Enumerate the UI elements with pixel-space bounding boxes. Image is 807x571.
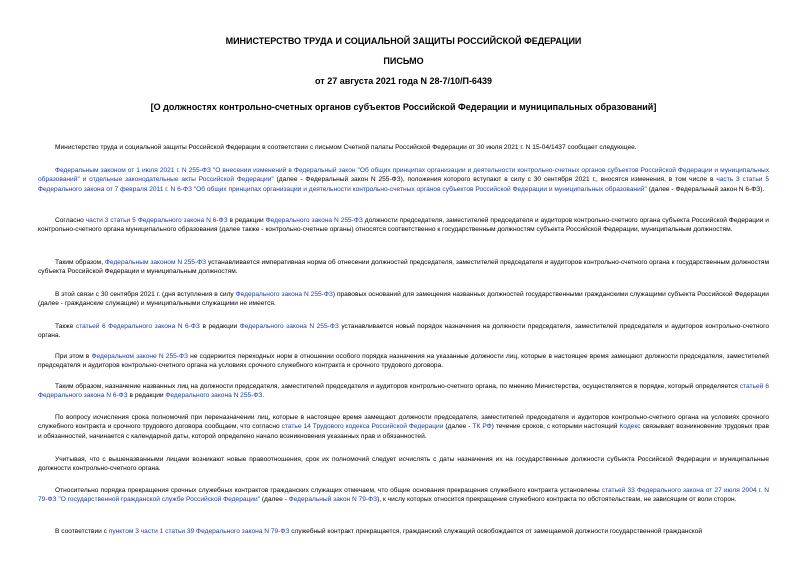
document-link[interactable]: статье 14 Трудового кодекса Российской Федерации xyxy=(281,423,444,431)
document-link[interactable]: часть 3 статьи 5 Федерального закона от 7 февраля 2011 г. N 6-ФЗ "Об общих принципах организации и деятельности контрольно-счетных органов субъектов Российской Федерации и муниципальных образований" xyxy=(38,176,769,193)
paragraph-text: В соответствии с xyxy=(55,528,109,535)
paragraph-text: служебный контракт прекращается, гражданский служащий освобождается от замещаемой должности государственной гражданской xyxy=(289,528,703,535)
paragraph-text: При этом в xyxy=(55,353,92,360)
paragraph xyxy=(38,486,769,505)
paragraph-text: По вопросу исчисления срока полномочий при переназначении лиц, которые в настоящее время замещают должности председателя, заместителей председателя и аудиторов контрольно-счетного органа на условиях срочного служебного контракта и срочного трудового договора сообщаем, что согласно xyxy=(38,414,769,431)
document-link[interactable]: Федерального закона N 255-ФЗ xyxy=(165,392,263,400)
document-link[interactable]: статьей 33 Федерального закона от 27 июля 2004 г. N 79-ФЗ "О государственной гражданской службе Российской Федерации" xyxy=(38,487,769,504)
paragraph xyxy=(38,382,769,401)
paragraph-text: в редакции xyxy=(199,323,240,330)
paragraph xyxy=(38,527,769,536)
paragraph xyxy=(38,413,769,441)
paragraph-text: ) течение сроков, с которыми настоящий xyxy=(491,423,620,431)
paragraph-text: Министерство труда и социальной защиты Российской Федерации в соответствии с письмом Счетной палаты Российской Федерации от 30 июля 2021 г. N 15-04/1437 сообщает следующее. xyxy=(55,144,637,151)
paragraph-text: в редакции xyxy=(127,392,166,400)
document-link[interactable]: Федеральный закон N 79-ФЗ xyxy=(288,496,378,504)
paragraph-text: устанавливается новый порядок назначения на должности председателя, заместителей председателя и аудиторов контрольно-счетного органа. xyxy=(38,323,769,340)
paragraph-text: ) правовых оснований для замещения названных должностей государственными гражданскими служащими субъекта Российской Федерации (далее - гражданские служащие) и муниципальными служащими не имеется. xyxy=(38,291,769,308)
paragraph-text: В этой связи с 30 сентября 2021 г. (дня вступления в силу xyxy=(55,291,236,298)
document-date-number: от 27 августа 2021 года N 28-7/10/П-6439 xyxy=(315,76,492,86)
document-link[interactable]: статьей 6 Федерального закона N 6-ФЗ xyxy=(38,383,769,400)
paragraph-text: Относительно порядка прекращения срочных служебных контрактов гражданских служащих отмечаем, что общие основания прекращения служебного контракта установлены xyxy=(55,487,602,494)
paragraph-text: Учитывая, что с вышеназванными лицами возникают новые правоотношения, срок их полномочий следует исчислять с даты назначения их на государственные должности субъекта Российской Федерации и муниципальные должности контрольно-счетного органа. xyxy=(38,456,769,473)
document-link[interactable]: Федерального закона N 255-ФЗ xyxy=(239,323,339,330)
document-link[interactable]: Федеральным законом от 1 июля 2021 г. N 255-ФЗ "О внесении изменений в Федеральный закон "Об общих принципах организации и деятельности контрольно-счетных органов субъектов Российской Федерации и муниципальных образований" и отдельные законодательные акты Российской Федерации" xyxy=(38,167,769,184)
paragraph-text: Таким образом, назначение названных лиц на должности председателя, заместителей председателя и аудиторов контрольно-счетного органа, по мнению Министерства, осуществляется в порядке, который определяется xyxy=(55,383,740,390)
paragraph xyxy=(38,455,769,474)
paragraph-text: (далее - xyxy=(260,496,289,504)
document-link[interactable]: Федерального закона N 255-ФЗ xyxy=(265,217,363,224)
paragraph-text: устанавливается императивная норма об отнесении должностей председателя, заместителей председателя и аудиторов контрольно-счетного органа к государственным должностям субъекта Российской Федерации и муниципальным должностям. xyxy=(38,259,769,276)
paragraph xyxy=(38,352,769,371)
ministry-heading: МИНИСТЕРСТВО ТРУДА И СОЦИАЛЬНОЙ ЗАЩИТЫ РОССИЙСКОЙ ФЕДЕРАЦИИ xyxy=(225,36,582,46)
paragraph-text: связывает возникновение трудовых прав и обязанностей, начинается с календарной даты, которой определено начало возникновения указанных прав и обязанностей. xyxy=(38,423,769,440)
paragraph-text: . xyxy=(262,392,265,400)
paragraph xyxy=(38,290,769,309)
document-link[interactable]: Федеральном законе N 255-ФЗ xyxy=(91,353,188,360)
document-link[interactable]: Федерального закона N 255-ФЗ xyxy=(235,291,333,298)
paragraph-text: Таким образом, xyxy=(55,259,105,266)
document-link[interactable]: Федеральным законом N 255-ФЗ xyxy=(104,259,207,266)
paragraph-text: (далее - xyxy=(443,423,473,431)
paragraph-text: Также xyxy=(55,323,76,330)
document-link[interactable]: Кодекс xyxy=(619,423,641,431)
paragraph-text: ), к числу которых относится прекращение служебного контракта по обстоятельствам, не зависящим от воли сторон. xyxy=(377,496,737,504)
paragraph xyxy=(38,143,769,152)
paragraph xyxy=(38,216,769,235)
document-link[interactable]: статьей 6 Федерального закона N 6-ФЗ xyxy=(75,323,200,330)
paragraph xyxy=(38,166,769,194)
document-type: ПИСЬМО xyxy=(383,56,424,66)
document-subject: [О должностях контрольно-счетных органов субъектов Российской Федерации и муниципальных образований] xyxy=(150,102,657,112)
paragraph xyxy=(38,322,769,341)
paragraph-text: (далее - Федеральный закон N 6-ФЗ). xyxy=(646,185,765,193)
paragraph-text: не содержится переходных норм в отношении особого порядка назначения на указанные должности лиц, которые в настоящее время замещают должности председателя, заместителей председателя и аудиторов контрольно-счетного органа на условиях срочного служебного контракта и срочного трудового договора. xyxy=(38,353,769,370)
document-link[interactable]: ТК РФ xyxy=(472,423,492,431)
paragraph-text: Согласно xyxy=(55,217,86,224)
paragraph-text: в редакции xyxy=(227,217,266,224)
paragraph xyxy=(38,258,769,277)
paragraph-text: (далее - Федеральный закон N 255-ФЗ), положения которого вступают в силу с 30 сентября 2021 г., вносятся изменения, в том числе в xyxy=(273,176,717,184)
paragraph-text: должности председателя, заместителей председателя и аудиторов контрольно-счетного органа субъекта Российской Федерации и контрольно-счетного органа муниципального образования (далее также - контрольно-счетные органы) относятся соответственно к государственным должностям субъекта Российской Федерации, муниципальным должностям. xyxy=(38,217,769,234)
document-link[interactable]: пунктом 3 части 1 статьи 39 Федерального закона N 79-ФЗ xyxy=(108,528,290,535)
document-link[interactable]: части 3 статьи 5 Федерального закона N 6-ФЗ xyxy=(85,217,228,224)
